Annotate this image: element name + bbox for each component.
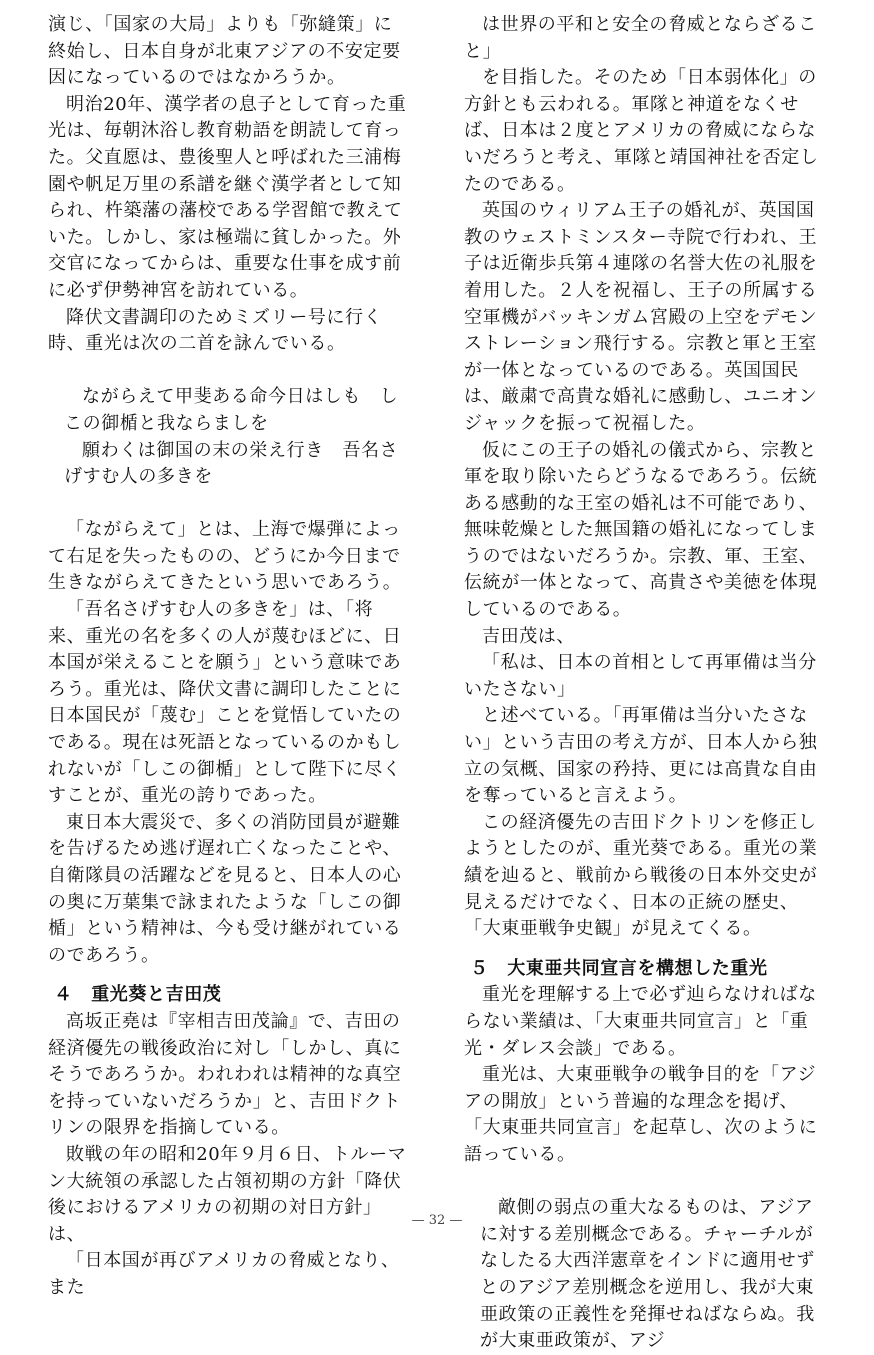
paragraph: を目指した。そのため「日本弱体化」の方針とも云われる。軍隊と神道をなくせば、日本は２度とアメリカの脅威にならないだろうと考え、軍隊と靖国神社を否定したのである。 — [464, 67, 819, 195]
paragraph: 「吾名さげすむ人の多きを」は、「将来、重光の名を多くの人が蔑むほどに、日本国が栄えることを願う」という意味であろう。重光は、降伏文書に調印したことに日本国民が「蔑む」ことを覚悟していたのである。現在は死語となっているのかもしれないが「しこの御楯」として陛下に尽くすことが、重光の誇りであった。 — [48, 599, 402, 807]
quote-paragraph: 「私は、日本の首相として再軍備は当分いたさない」 — [464, 652, 817, 700]
paragraph: 演じ、「国家の大局」よりも「弥縫策」に終始し、日本自身が北東アジアの不安定要因になっているのではなかろうか。 — [48, 14, 401, 89]
paragraph: 降伏文書調印のためミズリー号に行く時、重光は次の二首を詠んでいる。 — [48, 306, 383, 355]
poem-verse: ながらえて甲斐ある命今日はしも しこの御楯と我ならましを — [64, 386, 399, 434]
quote-paragraph: 「日本国が再びアメリカの脅威となり、また — [48, 1250, 400, 1298]
paragraph: 仮にこの王子の婚礼の儀式から、宗教と軍を取り除いたらどうなるであろう。伝統ある感動的な王室の婚礼は不可能であり、無味乾燥とした無国籍の婚礼になってしまうのではないだろうか。宗教、軍、王室、伝統が一体となって、高貴さや美徳を体現しているのである。 — [464, 439, 818, 621]
quote-paragraph: は世界の平和と安全の脅威とならざること」 — [464, 14, 817, 62]
paragraph: 吉田茂は、 — [482, 625, 575, 647]
left-column — [48, 12, 410, 1302]
paragraph: 敗戦の年の昭和20年９月６日、トルーマン大統領の承認した占領初期の方針「降伏後におけるアメリカの初期の対日方針」は、 — [48, 1143, 407, 1245]
poem-block — [48, 384, 410, 490]
poem-verse: 願わくは御国の末の栄え行き 吾名さげすむ人の多きを — [64, 439, 399, 488]
paragraph: この経済優先の吉田ドクトリンを修正しようとしたのが、重光葵である。重光の業績を辿ると、戦前から戦後の日本外交史が見えるだけでなく、日本の正統の歴史、「大東亜戦争史観」が見えてくる。 — [464, 811, 818, 940]
section-heading-5: ５ 大東亜共同宣言を構想した重光 — [470, 957, 768, 979]
paragraph: と述べている。「再軍備は当分いたさない」という吉田の考え方が、日本人から独立の気概、国家の矜持、更には高貴な自由を奪っていると言えよう。 — [464, 705, 818, 807]
paragraph: 東日本大震災で、多くの消防団員が避難を告げるため逃げ遅れ亡くなったことや、自衛隊員の活躍などを見ると、日本人の心の奥に万葉集で詠まれたような「しこの御楯」という精神は、今も受け継がれているのであろう。 — [48, 811, 402, 966]
paragraph: 高坂正堯は『宰相吉田茂論』で、吉田の経済優先の戦後政治に対し「しかし、真にそうであろうか。われわれは精神的な真空を持っていないだろうか」と、吉田ドクトリンの限界を指摘している。 — [48, 1010, 402, 1139]
page-number: — 32 — — [411, 1213, 463, 1228]
quote-block: 敵側の弱点の重大なるものは、アジアに対する差別概念である。チャーチルがなしたる大西洋憲章をインドに適用せずとのアジア差別概念を逆用し、我が大東亜政策の正義性を発揮せねばならぬ。我が大東亜政策が、アジ — [480, 1197, 815, 1352]
paragraph: 重光は、大東亜戦争の戦争目的を「アジアの開放」という普遍的な理念を掲げ、「大東亜共同宣言」を起草し、次のように語っている。 — [464, 1064, 818, 1165]
right-column — [464, 12, 826, 1355]
paragraph: 重光を理解する上で必ず辿らなければならない業績は、「大東亜共同宣言」と「重光・ダレス会談」である。 — [464, 984, 817, 1059]
paragraph: 「ながらえて」とは、上海で爆弾によって右足を失ったものの、どうにか今日まで生きながらえてきたという思いであろう。 — [48, 519, 402, 594]
paragraph: 英国のウィリアム王子の婚礼が、英国国教のウェストミンスター寺院で行われ、王子は近衛歩兵第４連隊の名誉大佐の礼服を着用した。２人を祝福し、王子の所属する空軍機がバッキンガム宮殿の上空をデモンストレーション飛行する。宗教と軍と王室が一体となっているのである。英国国民は、厳粛で高貴な婚礼に感動し、ユニオンジャックを振って祝福した。 — [464, 200, 818, 434]
paragraph: 明治20年、漢学者の息子として育った重光は、毎朝沐浴し教育勅語を朗読して育った。父直愿は、豊後聖人と呼ばれた三浦梅園や帆足万里の系譜を継ぐ漢学者として知られ、杵築藩の藩校である学習館で教えていた。しかし、家は極端に貧しかった。外交官になってからは、重要な仕事を成す前に必ず伊勢神宮を訪れている。 — [48, 93, 407, 301]
section-heading-4: ４ 重光葵と吉田茂 — [54, 984, 222, 1006]
